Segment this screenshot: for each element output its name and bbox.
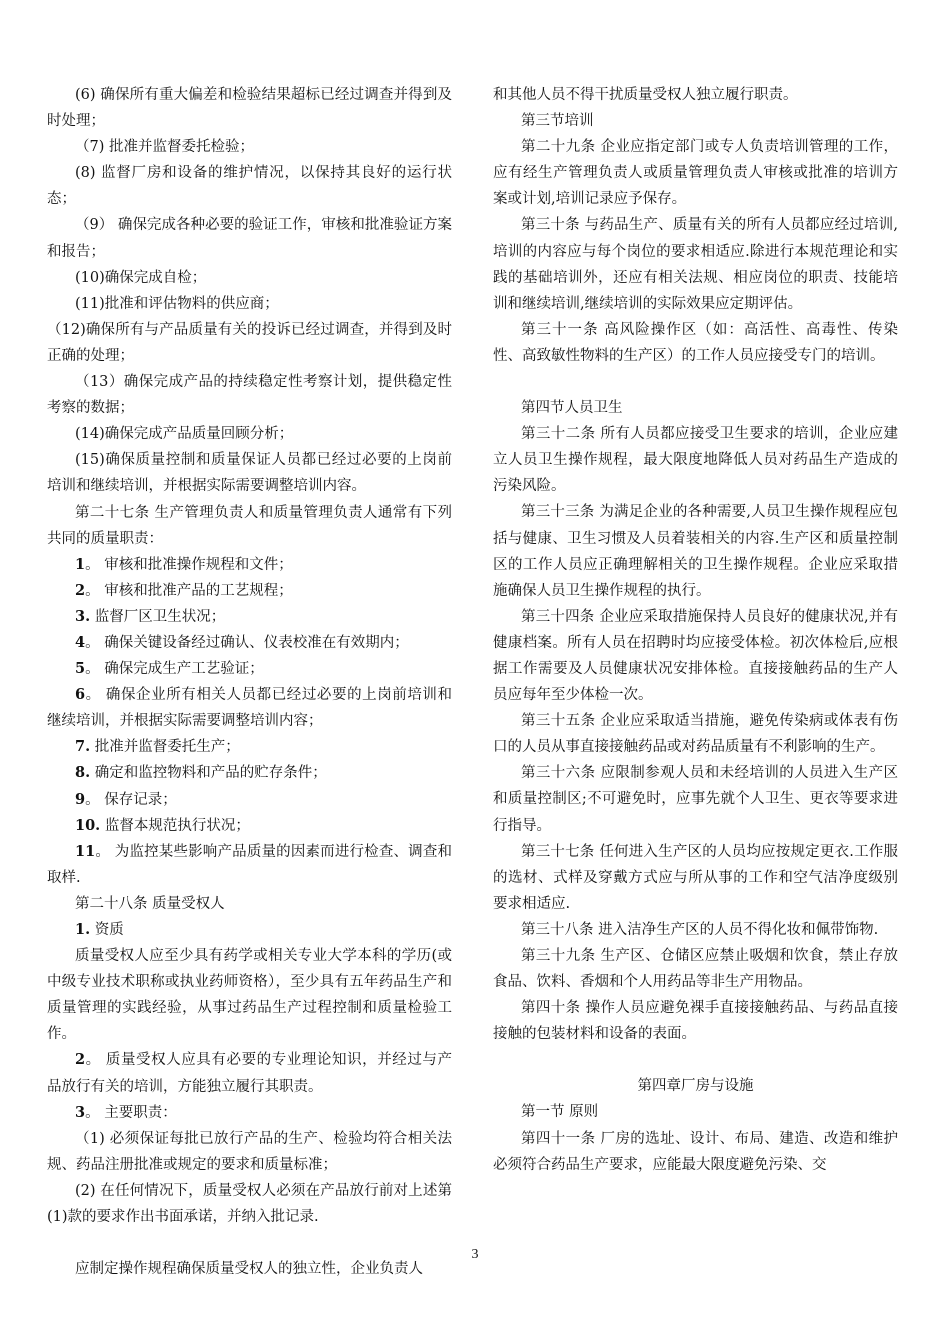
paragraph bbox=[493, 1099, 898, 1125]
item-number: 10. bbox=[75, 816, 101, 834]
paragraph-text: 第四十条 操作人员应避免裸手直接接触药品、与药品直接接触的包装材料和设备的表面。 bbox=[493, 1000, 898, 1043]
item-number: 2 bbox=[75, 1051, 86, 1069]
item-number: 9 bbox=[75, 790, 86, 808]
paragraph-text: 第三十八条 进入洁净生产区的人员不得化妆和佩带饰物. bbox=[521, 921, 879, 938]
paragraph bbox=[47, 134, 452, 160]
paragraph bbox=[493, 943, 898, 995]
paragraph-text: (10)确保完成自检； bbox=[75, 269, 207, 286]
paragraph bbox=[493, 1126, 898, 1178]
item-number: 5 bbox=[75, 660, 86, 678]
paragraph-text: 。 质量受权人应具有必要的专业理论知识，并经过与产品放行有关的培训，方能独立履行其职责。 bbox=[47, 1052, 452, 1095]
paragraph bbox=[47, 578, 452, 604]
paragraph-text: 第三十条 与药品生产、质量有关的所有人员都应经过培训,培训的内容应与每个岗位的要求相适应.除进行本规范理论和实践的基础培训外，还应有相关法规、相应岗位的职责、技能培训和继续培训,继续培训的实际效果应定期评估。 bbox=[493, 217, 898, 312]
paragraph bbox=[47, 447, 452, 499]
paragraph bbox=[493, 604, 898, 708]
paragraph-text: (2) 在任何情况下，质量受权人必须在产品放行前对上述第(1)款的要求作出书面承诺，并纳入批记录. bbox=[47, 1182, 452, 1226]
blank-line bbox=[493, 369, 898, 395]
paragraph bbox=[47, 943, 452, 1047]
paragraph-text: 监督本规范执行状况； bbox=[100, 817, 250, 834]
item-number: 1 bbox=[75, 555, 86, 573]
paragraph bbox=[493, 134, 898, 212]
paragraph bbox=[493, 839, 898, 917]
paragraph-text: 第三十六条 应限制参观人员和未经培训的人员进入生产区和质量控制区;不可避免时，应事先就个人卫生、更衣等要求进行指导。 bbox=[493, 765, 898, 834]
paragraph bbox=[493, 708, 898, 760]
paragraph bbox=[493, 499, 898, 603]
paragraph-text: （1) 必须保证每批已放行产品的生产、检验均符合相关法规、药品注册批准或规定的要求和质量标准； bbox=[47, 1130, 452, 1173]
chapter-heading bbox=[493, 1073, 898, 1099]
paragraph bbox=[47, 787, 452, 813]
paragraph bbox=[493, 82, 898, 108]
paragraph bbox=[47, 369, 452, 421]
paragraph bbox=[47, 760, 452, 786]
paragraph-text: （12)确保所有与产品质量有关的投诉已经过调查，并得到及时正确的处理； bbox=[47, 321, 452, 364]
item-number: 2 bbox=[75, 581, 86, 599]
paragraph-text: 确定和监控物料和产品的贮存条件； bbox=[90, 765, 327, 782]
paragraph-text: 资质 bbox=[90, 922, 124, 938]
paragraph bbox=[47, 630, 452, 656]
paragraph bbox=[493, 995, 898, 1047]
item-number: 3 bbox=[75, 1103, 86, 1121]
paragraph bbox=[47, 734, 452, 760]
paragraph bbox=[47, 212, 452, 264]
paragraph bbox=[493, 108, 898, 134]
paragraph bbox=[47, 160, 452, 212]
paragraph bbox=[47, 291, 452, 317]
paragraph bbox=[493, 421, 898, 499]
paragraph-text: 和其他人员不得干扰质量受权人独立履行职责。 bbox=[493, 87, 798, 103]
paragraph bbox=[47, 1126, 452, 1178]
page-number: 3 bbox=[471, 1247, 479, 1262]
paragraph-text: 监督厂区卫生状况； bbox=[90, 608, 226, 625]
item-number: 3. bbox=[75, 607, 91, 625]
paragraph bbox=[47, 891, 452, 917]
item-number: 7. bbox=[75, 738, 91, 756]
paragraph-text: 第三节培训 bbox=[521, 113, 594, 130]
paragraph bbox=[47, 656, 452, 682]
paragraph-text: 质量受权人应至少具有药学或相关专业大学本科的学历(或中级专业技术职称或执业药师资格），至少具有五年药品生产和质量管理的实践经验，从事过药品生产过程控制和质量检验工作。 bbox=[47, 948, 452, 1043]
paragraph bbox=[47, 917, 452, 943]
paragraph-text: 第二十九条 企业应指定部门或专人负责培训管理的工作，应有经生产管理负责人或质量管理负责人审核或批准的培训方案或计划,培训记录应予保存。 bbox=[493, 139, 898, 208]
paragraph bbox=[47, 682, 452, 734]
paragraph bbox=[493, 917, 898, 943]
paragraph bbox=[493, 760, 898, 838]
paragraph bbox=[47, 1178, 452, 1230]
paragraph-text: (14)确保完成产品质量回顾分析； bbox=[75, 426, 294, 443]
item-number: 6 bbox=[75, 686, 86, 704]
paragraph-text: 第四十一条 厂房的选址、设计、布局、建造、改造和维护必须符合药品生产要求，应能最大限度避免污染、交 bbox=[493, 1130, 898, 1173]
paragraph bbox=[47, 82, 452, 134]
paragraph-text: (11)批准和评估物料的供应商； bbox=[75, 295, 279, 312]
paragraph bbox=[493, 212, 898, 316]
paragraph bbox=[47, 1100, 452, 1126]
paragraph-text: 第三十七条 任何进入生产区的人员均应按规定更衣.工作服的选材、式样及穿戴方式应与所从事的工作和空气洁净度级别要求相适应. bbox=[493, 843, 898, 912]
paragraph-text: 应制定操作规程确保质量受权人的独立性，企业负责人 bbox=[75, 1261, 423, 1278]
paragraph bbox=[47, 317, 452, 369]
item-number: 4 bbox=[75, 633, 86, 651]
paragraph bbox=[47, 604, 452, 630]
blank-line bbox=[493, 1047, 898, 1073]
paragraph-text: 。 审核和批准操作规程和文件； bbox=[85, 556, 293, 573]
paragraph-text: 。 主要职责： bbox=[85, 1104, 177, 1121]
paragraph-text: 第三十一条 高风险操作区（如：高活性、高毒性、传染性、高致敏性物料的生产区）的工作人员应接受专门的培训。 bbox=[493, 321, 898, 364]
paragraph-text: (8) 监督厂房和设备的维护情况，以保持其良好的运行状态； bbox=[47, 165, 452, 208]
paragraph-text: 。 审核和批准产品的工艺规程； bbox=[85, 582, 293, 599]
paragraph bbox=[47, 1047, 452, 1099]
paragraph bbox=[47, 552, 452, 578]
paragraph-text: (15)确保质量控制和质量保证人员都已经过必要的上岗前培训和继续培训，并根据实际需要调整培训内容。 bbox=[47, 452, 452, 495]
paragraph-text: 第三十四条 企业应采取措施保持人员良好的健康状况,并有健康档案。所有人员在招聘时均应接受体检。初次体检后,应根据工作需要及人员健康状况安排体检。直接接触药品的生产人员应每年至少体检一次。 bbox=[493, 608, 898, 704]
item-number: 8. bbox=[75, 764, 91, 782]
paragraph-text: 第四章厂房与设施 bbox=[637, 1078, 754, 1095]
paragraph-text: 第一节 原则 bbox=[521, 1104, 599, 1121]
left-column bbox=[47, 82, 452, 1282]
paragraph-text: (6) 确保所有重大偏差和检验结果超标已经过调查并得到及时处理； bbox=[47, 87, 452, 130]
paragraph bbox=[47, 500, 452, 552]
paragraph-text: 第三十九条 生产区、仓储区应禁止吸烟和饮食，禁止存放食品、饮料、香烟和个人用药品等非生产用物品。 bbox=[493, 948, 898, 991]
paragraph bbox=[47, 421, 452, 447]
paragraph-text: 。 保存记录； bbox=[85, 791, 177, 808]
paragraph-text: 。 为监控某些影响产品质量的因素而进行检查、调查和取样. bbox=[47, 843, 452, 886]
paragraph bbox=[47, 839, 452, 891]
paragraph bbox=[47, 813, 452, 839]
paragraph-text: （9） 确保完成各种必要的验证工作，审核和批准验证方案和报告； bbox=[47, 217, 452, 260]
paragraph bbox=[493, 317, 898, 369]
paragraph bbox=[493, 395, 898, 421]
paragraph-text: 第二十八条 质量受权人 bbox=[75, 895, 225, 912]
paragraph-text: 。 确保企业所有相关人员都已经过必要的上岗前培训和继续培训，并根据实际需要调整培训内容； bbox=[47, 687, 452, 730]
paragraph-text: （13）确保完成产品的持续稳定性考察计划，提供稳定性考察的数据； bbox=[47, 374, 452, 417]
paragraph-text: 第四节人员卫生 bbox=[521, 400, 623, 417]
paragraph-text: 第三十二条 所有人员都应接受卫生要求的培训，企业应建立人员卫生操作规程，最大限度地降低人员对药品生产造成的污染风险。 bbox=[493, 426, 898, 495]
item-number: 11 bbox=[75, 842, 96, 860]
paragraph-text: 第三十三条 为满足企业的各种需要,人员卫生操作规程应包括与健康、卫生习惯及人员着装相关的内容.生产区和质量控制区的工作人员应正确理解相关的卫生操作规程。企业应采取措施确保人员卫生操作规程的执行。 bbox=[493, 504, 898, 599]
right-column bbox=[493, 82, 898, 1178]
paragraph-text: 第三十五条 企业应采取适当措施，避免传染病或体表有伤口的人员从事直接接触药品或对药品质量有不利影响的生产。 bbox=[493, 713, 898, 756]
paragraph-text: 第二十七条 生产管理负责人和质量管理负责人通常有下列共同的质量职责： bbox=[47, 504, 452, 547]
item-number: 1. bbox=[75, 921, 91, 938]
paragraph bbox=[47, 265, 452, 291]
paragraph-text: 批准并监督委托生产； bbox=[90, 739, 240, 756]
paragraph-text: （7) 批准并监督委托检验； bbox=[75, 139, 254, 156]
paragraph-text: 。 确保关键设备经过确认、仪表校准在有效期内； bbox=[85, 634, 409, 651]
paragraph-text: 。 确保完成生产工艺验证； bbox=[85, 661, 264, 678]
